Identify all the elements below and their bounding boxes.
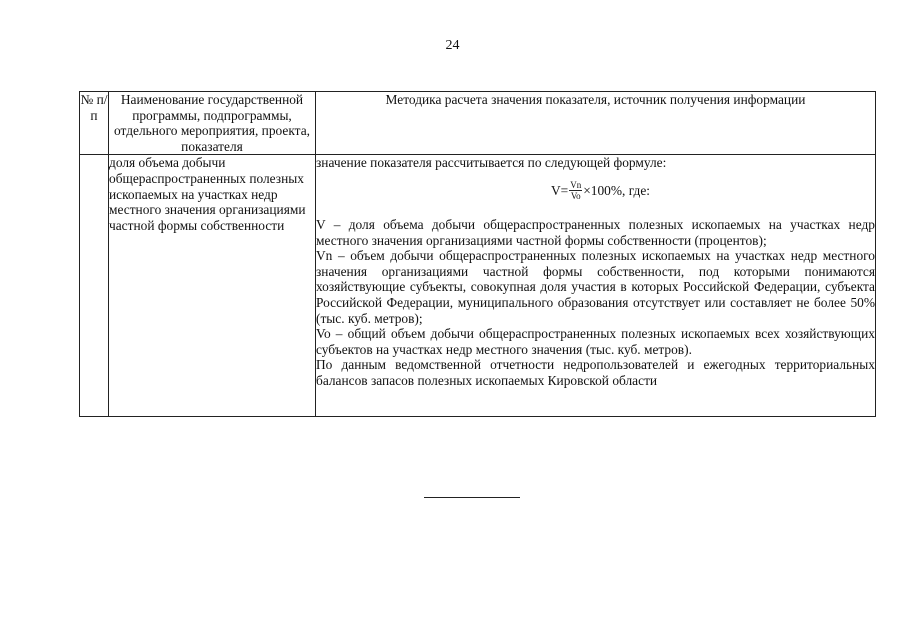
table-header-row xyxy=(80,92,876,155)
page-number: 24 xyxy=(445,38,460,53)
definition-v: V – доля объема добычи общераспространенных полезных ископаемых на участках недр местного значения организациями частной формы собственности (процентов); xyxy=(316,216,875,248)
indicator-table xyxy=(79,91,876,417)
definition-vo: Vo – общий объем добычи общераспространенных полезных ископаемых всех хозяйствующих субъектов на участках недр местного значения (тыс. куб. метров). xyxy=(316,326,875,357)
header-method: Методика расчета значения показателя, источник получения информации xyxy=(316,92,876,155)
header-number: № п/п xyxy=(80,92,109,155)
method-intro: значение показателя рассчитывается по следующей формуле: xyxy=(316,155,667,171)
formula-denominator: Vo xyxy=(570,190,581,201)
end-rule xyxy=(424,497,520,498)
formula-numerator: Vn xyxy=(570,179,582,190)
data-source: По данным ведомственной отчетности недропользователей и ежегодных территориальных балансов запасов полезных ископаемых Кировской области xyxy=(316,357,875,388)
formula xyxy=(551,180,875,201)
formula-fraction xyxy=(569,180,582,201)
formula-rhs: ×100%, где: xyxy=(583,182,651,198)
formula-lhs: V= xyxy=(551,182,569,198)
table-row xyxy=(80,155,876,417)
cell-number xyxy=(80,155,109,417)
cell-method xyxy=(316,155,876,417)
definition-vn: Vn – объем добычи общераспространенных полезных ископаемых на участках недр местного значения организациями частной формы собственности, под которыми понимаются хозяйствующие субъекты, совокупная доля участия в которых Российской Федерации, субъекта Российской Федерации, муниципального образования отсутствует или составляет не более 50% (тыс. куб. метров); xyxy=(316,248,875,326)
header-name: Наименование государственной программы, подпрограммы, отдельного мероприятия, проекта, показателя xyxy=(109,92,316,155)
cell-indicator-name: доля объема добычи общераспространенных полезных ископаемых на участках недр местного значения организациями частной формы собственности xyxy=(109,155,316,417)
